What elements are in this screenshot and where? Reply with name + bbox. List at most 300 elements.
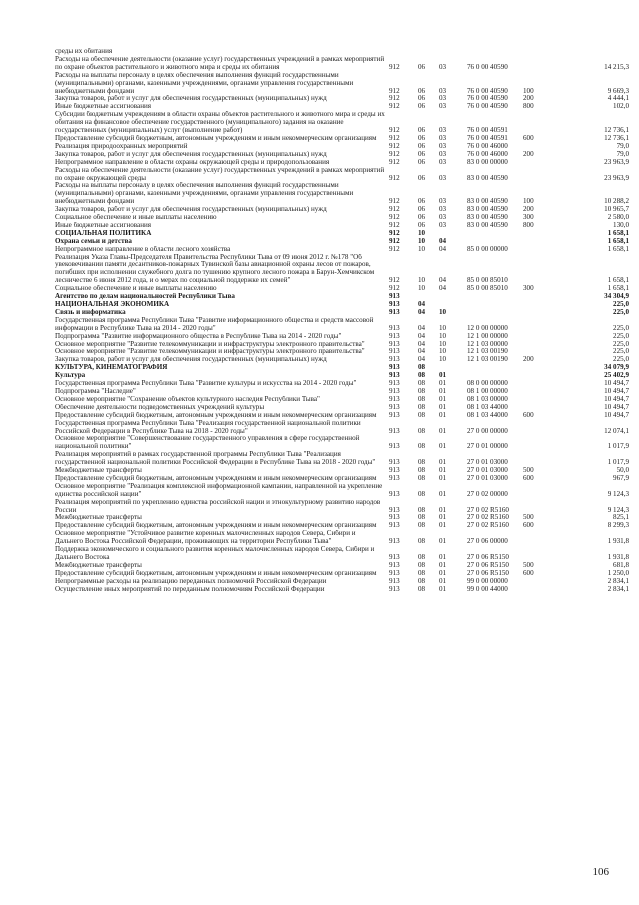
- row-section-code: 08: [418, 372, 426, 380]
- row-name: Иные бюджетные ассигнования: [55, 221, 152, 229]
- row-target-article: 83 0 00 40590: [467, 197, 508, 206]
- row-name: Закупка товаров, работ и услуг для обеспечения государственных (муниципальных) нужд: [55, 150, 327, 158]
- row-subsection-code: 03: [439, 197, 447, 206]
- row-amount: 23 963,9: [604, 158, 629, 166]
- row-subsection-code: 10: [439, 332, 447, 340]
- row-ved-code: 912: [389, 150, 400, 158]
- row-amount: 34 304,9: [604, 293, 629, 301]
- row-ved-code: 912: [389, 173, 400, 182]
- table-row: [55, 514, 629, 522]
- row-ved-code: 913: [389, 332, 400, 340]
- row-expense-type: [523, 396, 561, 404]
- row-ved-code: 913: [389, 505, 400, 514]
- row-name: Социальное обеспечение и иные выплаты населению: [55, 214, 217, 222]
- row-ved-code: 912: [389, 285, 400, 293]
- row-name: Закупка товаров, работ и услуг для обеспечения государственных (муниципальных) нужд: [55, 206, 327, 214]
- row-ved-code: 912: [389, 276, 400, 285]
- row-name: Основное мероприятие "Сохранение объектов культурного наследия Республики Тыва": [55, 395, 320, 403]
- row-amount: 1 931,8: [607, 537, 629, 546]
- row-amount: 1 658,1: [607, 245, 629, 253]
- row-target-article: 83 0 00 40590: [467, 214, 508, 222]
- row-target-article: 27 0 02 R5160: [467, 505, 509, 514]
- row-target-article: 83 0 00 40590: [467, 206, 508, 214]
- row-target-article: 27 0 00 00000: [467, 426, 508, 435]
- row-ved-code: 912: [389, 62, 400, 71]
- row-section-code: 08: [418, 577, 426, 585]
- row-section-code: 06: [418, 86, 426, 95]
- table-row: [55, 293, 629, 301]
- row-target-article: [467, 48, 523, 56]
- row-subsection-code: 01: [439, 522, 447, 530]
- row-target-article: 99 0 00 44000: [467, 585, 508, 593]
- table-row: [55, 451, 629, 467]
- row-subsection-code: 04: [439, 237, 447, 245]
- row-amount: 12 074,1: [604, 426, 629, 435]
- table-row: [55, 570, 629, 578]
- row-ved-code: 913: [389, 372, 400, 380]
- row-ved-code: 913: [389, 514, 400, 522]
- row-name: Межбюджетные трансферты: [55, 514, 142, 522]
- row-target-article: 27 0 01 03000: [467, 467, 508, 475]
- row-section-code: 06: [418, 126, 426, 135]
- table-row: [55, 348, 629, 356]
- row-target-article: 12 1 03 00000: [467, 340, 508, 348]
- row-subsection-code: 03: [439, 103, 447, 111]
- row-target-article: [467, 301, 523, 309]
- table-row: [55, 246, 629, 254]
- row-ved-code: 913: [389, 585, 400, 593]
- row-expense-type: 200: [523, 206, 534, 214]
- row-subsection-code: 01: [439, 505, 447, 514]
- row-name: КУЛЬТУРА, КИНЕМАТОГРАФИЯ: [55, 364, 168, 372]
- row-name: Расходы на обеспечение деятельности (оказание услуг) государственных учреждений в рамках мероприятий по охране окружающей среды: [55, 166, 385, 182]
- table-row: [55, 499, 629, 515]
- row-target-article: 27 0 01 03000: [467, 474, 508, 482]
- row-target-article: 27 0 02 R5160: [467, 522, 509, 530]
- row-amount: 1 017,9: [607, 442, 629, 451]
- row-section-code: 04: [418, 332, 426, 340]
- row-ved-code: 913: [389, 301, 400, 308]
- row-name: Закупка товаров, работ и услуг для обеспечения государственных (муниципальных) нужд: [55, 356, 327, 364]
- table-row: [55, 95, 629, 103]
- row-subsection-code: 10: [439, 323, 447, 332]
- row-expense-type: 600: [523, 569, 534, 577]
- row-amount: 225,0: [613, 348, 629, 356]
- row-name: Связь и информатика: [55, 308, 126, 316]
- row-subsection-code: 03: [439, 158, 447, 166]
- row-ved-code: 913: [389, 489, 400, 498]
- row-subsection-code: 03: [439, 142, 447, 150]
- row-subsection-code: 03: [439, 95, 447, 103]
- table-row: [55, 546, 629, 562]
- budget-table-body: [55, 48, 629, 594]
- row-expense-type: 200: [523, 150, 534, 158]
- row-amount: 225,0: [613, 323, 629, 332]
- row-expense-type: 100: [523, 86, 534, 95]
- row-amount: 225,0: [613, 301, 629, 308]
- row-expense-type: [523, 499, 561, 515]
- row-section-code: 10: [418, 229, 426, 237]
- row-subsection-code: [439, 230, 467, 238]
- table-row: [55, 356, 629, 364]
- row-expense-type: [523, 301, 561, 309]
- row-amount: 9 124,3: [607, 505, 629, 514]
- row-target-article: 12 0 00 00000: [467, 323, 508, 332]
- row-name: Подпрограмма "Развитие информационного общества в Республике Тыва на 2014 - 2020 годы": [55, 332, 342, 340]
- row-expense-type: [523, 48, 561, 56]
- row-target-article: 27 0 02 R5160: [467, 514, 509, 522]
- row-ved-code: 912: [389, 134, 400, 142]
- row-subsection-code: 03: [439, 150, 447, 158]
- row-amount: 825,1: [613, 514, 629, 522]
- row-name: среды их обитания: [55, 48, 113, 55]
- row-ved-code: 912: [389, 197, 400, 206]
- row-amount: 10 288,2: [604, 197, 629, 206]
- row-subsection-code: 01: [439, 489, 447, 498]
- row-name: Предоставление субсидий бюджетным, автономным учреждениям и иным некоммерческим организациям: [55, 522, 377, 530]
- row-amount: [561, 48, 629, 56]
- table-row: [55, 301, 629, 309]
- row-expense-type: [523, 293, 561, 301]
- table-row: [55, 72, 629, 96]
- row-ved-code: 912: [389, 237, 400, 245]
- table-row: [55, 578, 629, 586]
- row-target-article: 08 1 03 00000: [467, 395, 508, 403]
- row-name: Осуществление иных мероприятий по переданным полномочиям Российской Федерации: [55, 585, 325, 593]
- table-row: [55, 206, 629, 214]
- row-subsection-code: 01: [439, 474, 447, 482]
- row-target-article: 76 0 00 46000: [467, 142, 508, 150]
- row-amount: 1 250,0: [607, 569, 629, 577]
- row-expense-type: [523, 143, 561, 151]
- row-expense-type: [523, 420, 561, 436]
- row-subsection-code: 01: [439, 577, 447, 585]
- row-subsection-code: 03: [439, 173, 447, 182]
- table-row: [55, 254, 629, 286]
- table-row: [55, 48, 629, 56]
- row-target-article: 08 1 03 44000: [467, 411, 508, 419]
- row-section-code: 10: [418, 245, 426, 253]
- row-name: Предоставление субсидий бюджетным, автономным учреждениям и иным некоммерческим организациям: [55, 134, 377, 142]
- row-section-code: 06: [418, 95, 426, 103]
- row-expense-type: [523, 546, 561, 562]
- row-target-article: 76 0 00 40591: [467, 126, 508, 135]
- row-name: Основное мероприятие "Реализация комплексной информационной кампании, направленной на укрепление единства российской нации": [55, 482, 383, 498]
- table-row: [55, 167, 629, 183]
- row-target-article: 27 0 06 R5150: [467, 569, 509, 577]
- row-section-code: 10: [418, 276, 426, 285]
- row-ved-code: 913: [389, 380, 400, 388]
- row-amount: 34 079,9: [604, 364, 629, 372]
- row-expense-type: [523, 372, 561, 380]
- table-row: [55, 317, 629, 333]
- row-section-code: 06: [418, 62, 426, 71]
- table-row: [55, 151, 629, 159]
- row-amount: 79,0: [616, 142, 629, 150]
- row-name: Основное мероприятие "Развитие телекоммуникации и инфраструктуры электронного правительства": [55, 340, 365, 348]
- table-row: [55, 214, 629, 222]
- row-section-code: 08: [418, 505, 426, 514]
- row-section-code: 08: [418, 553, 426, 561]
- row-amount: 10 965,7: [604, 206, 629, 214]
- row-ved-code: 913: [389, 387, 400, 395]
- row-target-article: 27 0 01 00000: [467, 442, 508, 451]
- row-amount: 25 402,9: [604, 372, 629, 380]
- row-section-code: 08: [418, 395, 426, 403]
- table-row: [55, 412, 629, 420]
- row-ved-code: 912: [389, 206, 400, 214]
- row-amount: 967,9: [613, 474, 629, 482]
- row-ved-code: 913: [389, 522, 400, 530]
- row-expense-type: [523, 586, 561, 594]
- row-section-code: 06: [418, 206, 426, 214]
- row-amount: 225,0: [613, 356, 629, 364]
- row-ved-code: 912: [389, 142, 400, 150]
- row-expense-type: [523, 364, 561, 372]
- row-amount: 2 834,1: [607, 577, 629, 585]
- row-subsection-code: 01: [439, 561, 447, 569]
- row-target-article: 99 0 00 00000: [467, 577, 508, 585]
- row-section-code: 08: [418, 474, 426, 482]
- row-name: Охрана семьи и детства: [55, 237, 132, 245]
- row-amount: 1 658,1: [607, 237, 629, 245]
- row-name: Расходы на выплаты персоналу в целях обеспечения выполнения функций государственными (муниципальными) органами, казенными учреждениями, органами управления государственными внебюджетными фондами: [55, 71, 354, 95]
- table-row: [55, 522, 629, 530]
- row-expense-type: 300: [523, 214, 534, 222]
- row-ved-code: 912: [389, 126, 400, 135]
- row-subsection-code: 03: [439, 134, 447, 142]
- row-section-code: 06: [418, 134, 426, 142]
- row-target-article: [467, 293, 523, 301]
- row-ved-code: 913: [389, 442, 400, 451]
- row-subsection-code: 04: [439, 285, 447, 293]
- row-amount: 9 669,3: [607, 86, 629, 95]
- row-subsection-code: 01: [439, 411, 447, 419]
- row-subsection-code: 01: [439, 395, 447, 403]
- row-name: Основное мероприятие "Совершенствование государственного управления в сфере государственной национальной политики": [55, 435, 360, 451]
- row-amount: 10 494,7: [604, 380, 629, 388]
- row-subsection-code: 10: [439, 340, 447, 348]
- row-expense-type: 600: [523, 134, 534, 142]
- row-amount: 4 444,1: [607, 95, 629, 103]
- row-ved-code: 913: [389, 467, 400, 475]
- row-name: Поддержка экономического и социального развития коренных малочисленных народов Севера, Сибири и Дальнего Востока: [55, 546, 375, 561]
- row-ved-code: [389, 48, 418, 56]
- row-name: Реализация Указа Главы-Председателя Правительства Республики Тыва от 09 июня 2012 г. №178 "Об увековечивании памяти десантников-пожарных Тувинской базы авиационной охраны лесов от пожаров, погибших при исполнении служебного долга по тушению крупного лесного пожара в Барун-Хемчикском лесничестве 6 июня 2012 года, и о мерах по социальной поддержке их семей": [55, 253, 375, 285]
- row-subsection-code: 01: [439, 585, 447, 593]
- row-section-code: 06: [418, 197, 426, 206]
- row-amount: 681,8: [613, 561, 629, 569]
- row-ved-code: 913: [389, 569, 400, 577]
- table-row: [55, 309, 629, 317]
- row-section-code: 08: [418, 537, 426, 546]
- row-subsection-code: 03: [439, 126, 447, 135]
- row-section-code: 04: [418, 301, 426, 308]
- row-expense-type: [523, 483, 561, 499]
- row-section-code: 08: [418, 514, 426, 522]
- row-subsection-code: 03: [439, 62, 447, 71]
- table-row: [55, 238, 629, 246]
- row-section-code: 06: [418, 214, 426, 222]
- row-section-code: 04: [418, 323, 426, 332]
- row-subsection-code: 03: [439, 221, 447, 229]
- row-target-article: 76 0 00 40590: [467, 86, 508, 95]
- row-expense-type: 800: [523, 103, 534, 111]
- row-amount: 23 963,9: [604, 173, 629, 182]
- row-name: Непрограммное направление в области лесного хозяйства: [55, 245, 231, 253]
- row-amount: 225,0: [613, 308, 629, 316]
- table-row: [55, 396, 629, 404]
- row-ved-code: 912: [389, 103, 400, 111]
- row-target-article: 83 0 00 40590: [467, 173, 508, 182]
- row-amount: 12 736,1: [604, 126, 629, 135]
- row-subsection-code: 04: [439, 276, 447, 285]
- table-row: [55, 103, 629, 111]
- row-target-article: 76 0 00 40590: [467, 95, 508, 103]
- row-subsection-code: 04: [439, 245, 447, 253]
- row-name: Социальное обеспечение и иные выплаты населению: [55, 285, 217, 293]
- row-name: Межбюджетные трансферты: [55, 561, 142, 569]
- row-ved-code: 912: [389, 95, 400, 103]
- row-section-code: [418, 293, 439, 301]
- row-subsection-code: [439, 364, 467, 372]
- row-name: Государственная программа Республики Тыва "Развитие культуры и искусства на 2014 - 2020 годы": [55, 380, 357, 388]
- row-subsection-code: 01: [439, 442, 447, 451]
- row-name: Государственная программа Республики Тыва "Реализация государственной национальной политики Российской Федерации в Республике Тыва на 2018 - 2020 годы": [55, 419, 361, 435]
- row-subsection-code: 01: [439, 514, 447, 522]
- row-section-code: 08: [418, 585, 426, 593]
- table-row: [55, 586, 629, 594]
- row-name: Предоставление субсидий бюджетным, автономным учреждениям и иным некоммерческим организациям: [55, 411, 377, 419]
- row-target-article: 12 1 00 00000: [467, 332, 508, 340]
- row-ved-code: 913: [389, 356, 400, 364]
- row-expense-type: [523, 435, 561, 451]
- row-subsection-code: 01: [439, 467, 447, 475]
- row-target-article: [467, 372, 523, 380]
- row-ved-code: 913: [389, 577, 400, 585]
- row-name: Государственная программа Республики Тыва "Развитие информационного общества и средств массовой информации в Республике Тыва на 2014 - 2020 годы": [55, 316, 374, 332]
- row-target-article: [467, 364, 523, 372]
- row-expense-type: [523, 404, 561, 412]
- row-expense-type: [523, 578, 561, 586]
- row-expense-type: 100: [523, 197, 534, 206]
- row-target-article: 27 0 02 00000: [467, 489, 508, 498]
- row-subsection-code: [439, 48, 467, 56]
- row-expense-type: [523, 341, 561, 349]
- row-ved-code: 913: [389, 426, 400, 435]
- table-row: [55, 467, 629, 475]
- row-expense-type: [523, 238, 561, 246]
- row-ved-code: 913: [389, 458, 400, 467]
- row-subsection-code: 03: [439, 214, 447, 222]
- row-ved-code: 913: [389, 403, 400, 411]
- row-amount: 8 299,3: [607, 522, 629, 530]
- row-section-code: [418, 48, 439, 56]
- row-name: НАЦИОНАЛЬНАЯ ЭКОНОМИКА: [55, 301, 170, 308]
- row-section-code: 06: [418, 173, 426, 182]
- row-section-code: 08: [418, 411, 426, 419]
- row-section-code: 08: [418, 403, 426, 411]
- row-expense-type: 200: [523, 356, 534, 364]
- row-expense-type: 500: [523, 467, 534, 475]
- row-name: Основное мероприятие "Устойчивое развитие коренных малочисленных народов Севера, Сибири и Дальнего Востока Российской Федерации, проживающих на территории Республики Тыва": [55, 530, 356, 546]
- row-expense-type: [523, 254, 561, 286]
- row-section-code: 08: [418, 458, 426, 467]
- row-target-article: 08 1 03 44000: [467, 403, 508, 411]
- row-name: Расходы на выплаты персоналу в целях обеспечения выполнения функций государственными (муниципальными) органами, казенными учреждениями, органами управления государственными внебюджетными фондами: [55, 182, 354, 206]
- row-expense-type: [523, 388, 561, 396]
- row-subsection-code: 01: [439, 537, 447, 546]
- row-section-code: 10: [418, 285, 426, 293]
- row-section-code: 06: [418, 150, 426, 158]
- row-ved-code: 913: [389, 553, 400, 561]
- row-name: Закупка товаров, работ и услуг для обеспечения государственных (муниципальных) нужд: [55, 95, 327, 103]
- row-target-article: 12 1 03 00190: [467, 348, 508, 356]
- row-section-code: 08: [418, 442, 426, 451]
- budget-table: [55, 48, 629, 594]
- table-row: [55, 230, 629, 238]
- row-section-code: 08: [418, 522, 426, 530]
- row-amount: 50,0: [616, 467, 629, 475]
- row-section-code: 08: [418, 489, 426, 498]
- row-expense-type: 200: [523, 95, 534, 103]
- row-subsection-code: [439, 301, 467, 309]
- row-ved-code: 913: [389, 411, 400, 419]
- row-amount: 14 215,3: [604, 62, 629, 71]
- row-name: Культура: [55, 372, 86, 380]
- row-target-article: [467, 309, 523, 317]
- row-amount: 10 494,7: [604, 411, 629, 419]
- row-target-article: 27 0 06 R5150: [467, 561, 509, 569]
- row-subsection-code: 01: [439, 458, 447, 467]
- row-section-code: 04: [418, 348, 426, 356]
- row-ved-code: 912: [389, 229, 400, 237]
- row-ved-code: 912: [389, 214, 400, 222]
- table-row: [55, 159, 629, 167]
- row-subsection-code: 10: [439, 348, 447, 356]
- row-name: СОЦИАЛЬНАЯ ПОЛИТИКА: [55, 229, 152, 237]
- row-section-code: 10: [418, 237, 426, 245]
- row-section-code: 04: [418, 356, 426, 364]
- row-ved-code: 913: [389, 395, 400, 403]
- row-ved-code: 912: [389, 245, 400, 253]
- row-section-code: 08: [418, 561, 426, 569]
- row-expense-type: [523, 317, 561, 333]
- row-target-article: 27 0 06 00000: [467, 537, 508, 546]
- row-amount: 10 494,7: [604, 387, 629, 395]
- row-subsection-code: 10: [439, 308, 447, 316]
- row-amount: 1 017,9: [607, 458, 629, 467]
- row-expense-type: [523, 348, 561, 356]
- row-expense-type: [523, 380, 561, 388]
- row-expense-type: [523, 309, 561, 317]
- row-name: Межбюджетные трансферты: [55, 467, 142, 475]
- row-expense-type: [523, 56, 561, 72]
- table-row: [55, 364, 629, 372]
- row-name: Иные бюджетные ассигнования: [55, 103, 152, 111]
- row-expense-type: [523, 451, 561, 467]
- row-target-article: 76 0 00 40591: [467, 134, 508, 142]
- row-section-code: 08: [418, 387, 426, 395]
- row-target-article: 08 1 00 00000: [467, 387, 508, 395]
- table-row: [55, 111, 629, 135]
- table-row: [55, 530, 629, 546]
- row-name: Расходы на обеспечение деятельности (оказание услуг) государственных учреждений в рамках мероприятий по охране объектов растительного и животного мира и среды их обитания: [55, 55, 385, 71]
- table-row: [55, 475, 629, 483]
- row-target-article: 83 0 00 40590: [467, 221, 508, 229]
- row-expense-type: 500: [523, 514, 534, 522]
- row-amount: 1 658,1: [607, 229, 629, 237]
